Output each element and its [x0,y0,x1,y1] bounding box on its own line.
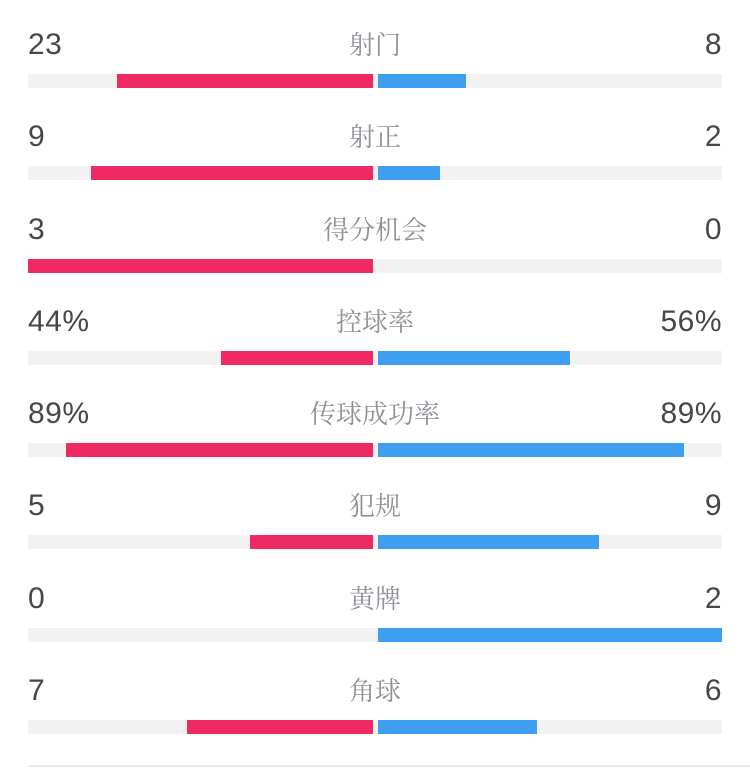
home-bar [250,535,373,549]
home-value: 44% [28,304,90,338]
home-bar [66,443,373,457]
stat-row [28,369,722,461]
stat-label-line [28,0,722,62]
away-value: 6 [704,674,722,708]
away-value: 56% [660,304,722,338]
home-value: 5 [28,489,46,523]
away-bar [378,74,467,88]
stat-row [28,0,722,92]
home-value: 3 [28,212,46,246]
stat-label-line [28,92,722,154]
stat-label: 传球成功率 [309,399,441,430]
stat-label: 角球 [348,676,402,707]
away-value: 9 [704,489,722,523]
away-bar [378,720,537,734]
away-value: 8 [704,28,722,61]
stat-row [28,646,722,738]
stat-row [28,92,722,184]
stat-row [28,185,722,277]
home-bar [221,351,373,365]
stat-label-line [28,646,722,708]
stat-bar-track [28,535,722,549]
stat-label-line [28,185,722,247]
stat-label: 射正 [348,122,402,153]
home-value: 23 [28,28,63,61]
stat-row [28,554,722,646]
stat-row [28,461,722,553]
stat-bar-track [28,259,722,273]
away-bar [378,535,600,549]
away-value: 2 [704,581,722,615]
stat-bar-track [28,720,722,734]
stat-label-line [28,554,722,616]
stat-bar-track [28,74,722,88]
away-value: 89% [660,397,722,431]
stat-bar-track [28,443,722,457]
stat-label: 控球率 [335,306,415,337]
stat-bar-track [28,351,722,365]
home-value: 9 [28,120,46,154]
stat-label-line [28,369,722,431]
stat-label: 犯规 [348,491,402,522]
bottom-divider [28,765,750,767]
home-value: 0 [28,581,46,615]
home-value: 7 [28,674,46,708]
away-bar [378,443,685,457]
away-bar [378,351,571,365]
stat-bar-track [28,628,722,642]
away-value: 2 [704,120,722,154]
stats-rows [28,0,722,738]
home-bar [91,166,373,180]
stat-label: 得分机会 [322,214,428,245]
stat-row [28,277,722,369]
away-value: 0 [704,212,722,246]
home-bar [28,259,373,273]
home-bar [117,74,373,88]
home-bar [187,720,372,734]
stat-bar-track [28,166,722,180]
home-value: 89% [28,397,90,431]
stat-label-line [28,461,722,523]
away-bar [378,628,723,642]
stat-label: 黄牌 [348,583,402,614]
stat-label: 射门 [348,30,402,60]
away-bar [378,166,441,180]
stat-label-line [28,277,722,339]
